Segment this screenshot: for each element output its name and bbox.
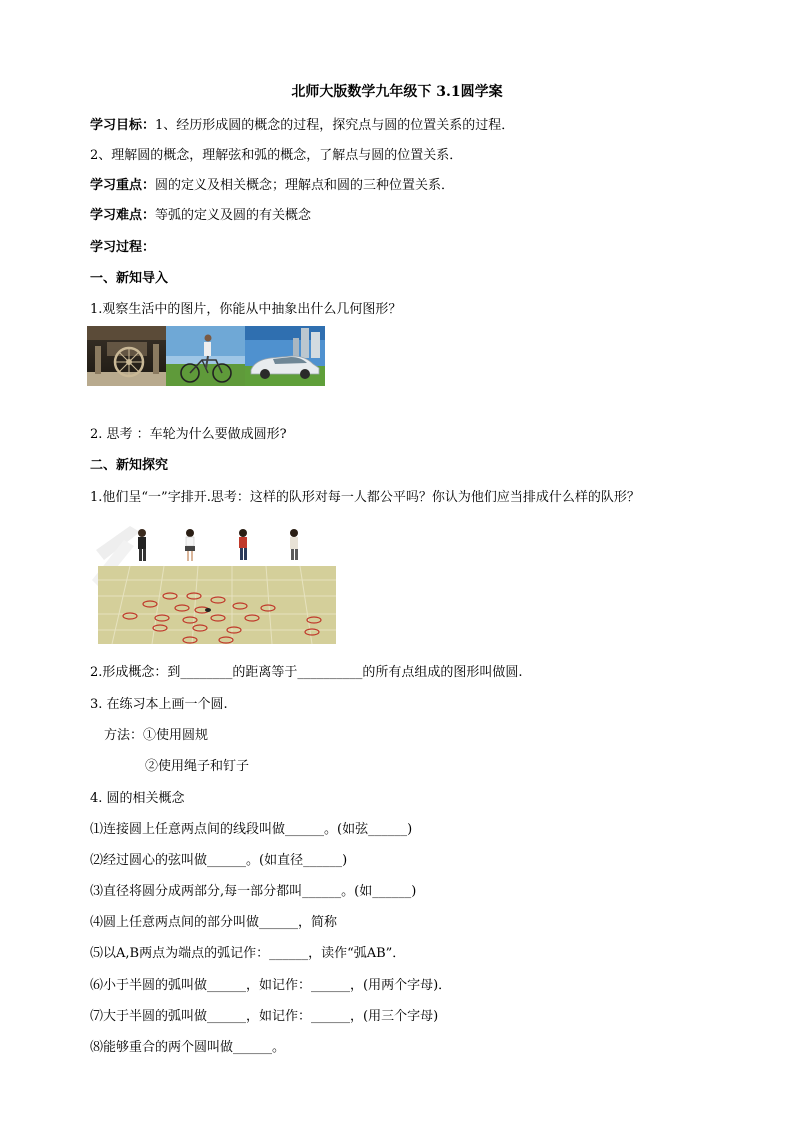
- photo-car: [245, 326, 325, 386]
- question-2: 2. 思考 ：车轮为什么要做成圆形?: [90, 427, 287, 442]
- method-compass: 方法：①使用圆规: [104, 728, 209, 743]
- learning-goal: [90, 117, 514, 135]
- page-title: 北师大版数学九年级下 3.1圆学案: [291, 84, 503, 100]
- concept-chord: ⑴连接圆上任意两点间的线段叫做______。(如弦______): [90, 822, 413, 837]
- concept-diameter: ⑵经过圆心的弦叫做______。(如直径______): [90, 853, 348, 868]
- concept-minor-arc: ⑹小于半圆的弧叫做______，如记作：______，(用两个字母)．: [90, 978, 452, 993]
- photo-ancient-carriage: [87, 326, 166, 386]
- process-label: 学习过程：: [90, 240, 156, 255]
- concept-arc-notation: ⑸以A,B两点为端点的弧记作：______，读作“弧AB”．: [90, 946, 406, 961]
- method-rope-nail: ②使用绳子和钉子: [145, 759, 250, 774]
- section-new-intro: 一、新知导入: [90, 271, 169, 286]
- goal-label: 学习目标：: [90, 118, 156, 133]
- concept-major-arc: ⑺大于半圆的弧叫做______，如记作：______，(用三个字母): [90, 1009, 439, 1024]
- section-new-explore: 二、新知探究: [90, 458, 169, 473]
- learning-difficulty: [90, 207, 311, 225]
- concept-congruent-circles: ⑻能够重合的两个圆叫做______。: [90, 1040, 286, 1055]
- concept-semicircle: ⑶直径将圆分成两部分,每一部分都叫______。(如______): [90, 884, 417, 899]
- key-label: 学习重点：: [90, 178, 156, 193]
- question-6-concepts: 4. 圆的相关概念: [90, 791, 185, 806]
- photo-cyclist: [166, 326, 245, 386]
- goal-text-2: 2、理解圆的概念，理解弦和弧的概念，了解点与圆的位置关系．: [90, 148, 463, 163]
- goal-text-1: 1、经历形成圆的概念的过程，探究点与圆的位置关系的过程．: [155, 118, 515, 133]
- difficulty-label: 学习难点：: [90, 208, 156, 223]
- question-1: 1.观察生活中的图片，你能从中抽象出什么几何图形？: [90, 302, 402, 317]
- difficulty-text: 等弧的定义及圆的有关概念: [155, 208, 312, 223]
- learning-key: [90, 177, 454, 195]
- key-text: 圆的定义及相关概念；理解点和圆的三种位置关系．: [155, 178, 455, 193]
- question-5-draw-circle: 3. 在练习本上画一个圆.: [90, 697, 228, 712]
- question-4-concept: 2.形成概念：到________的距离等于__________的所有点组成的图形叫做圆.: [90, 665, 523, 680]
- concept-arc: ⑷圆上任意两点间的部分叫做______，简称: [90, 915, 338, 930]
- question-3: 1.他们呈“一”字排开.思考：这样的队形对每一人都公平吗？你认为他们应当排成什么样的队形？: [90, 490, 640, 505]
- figure-children-in-line: [90, 520, 342, 648]
